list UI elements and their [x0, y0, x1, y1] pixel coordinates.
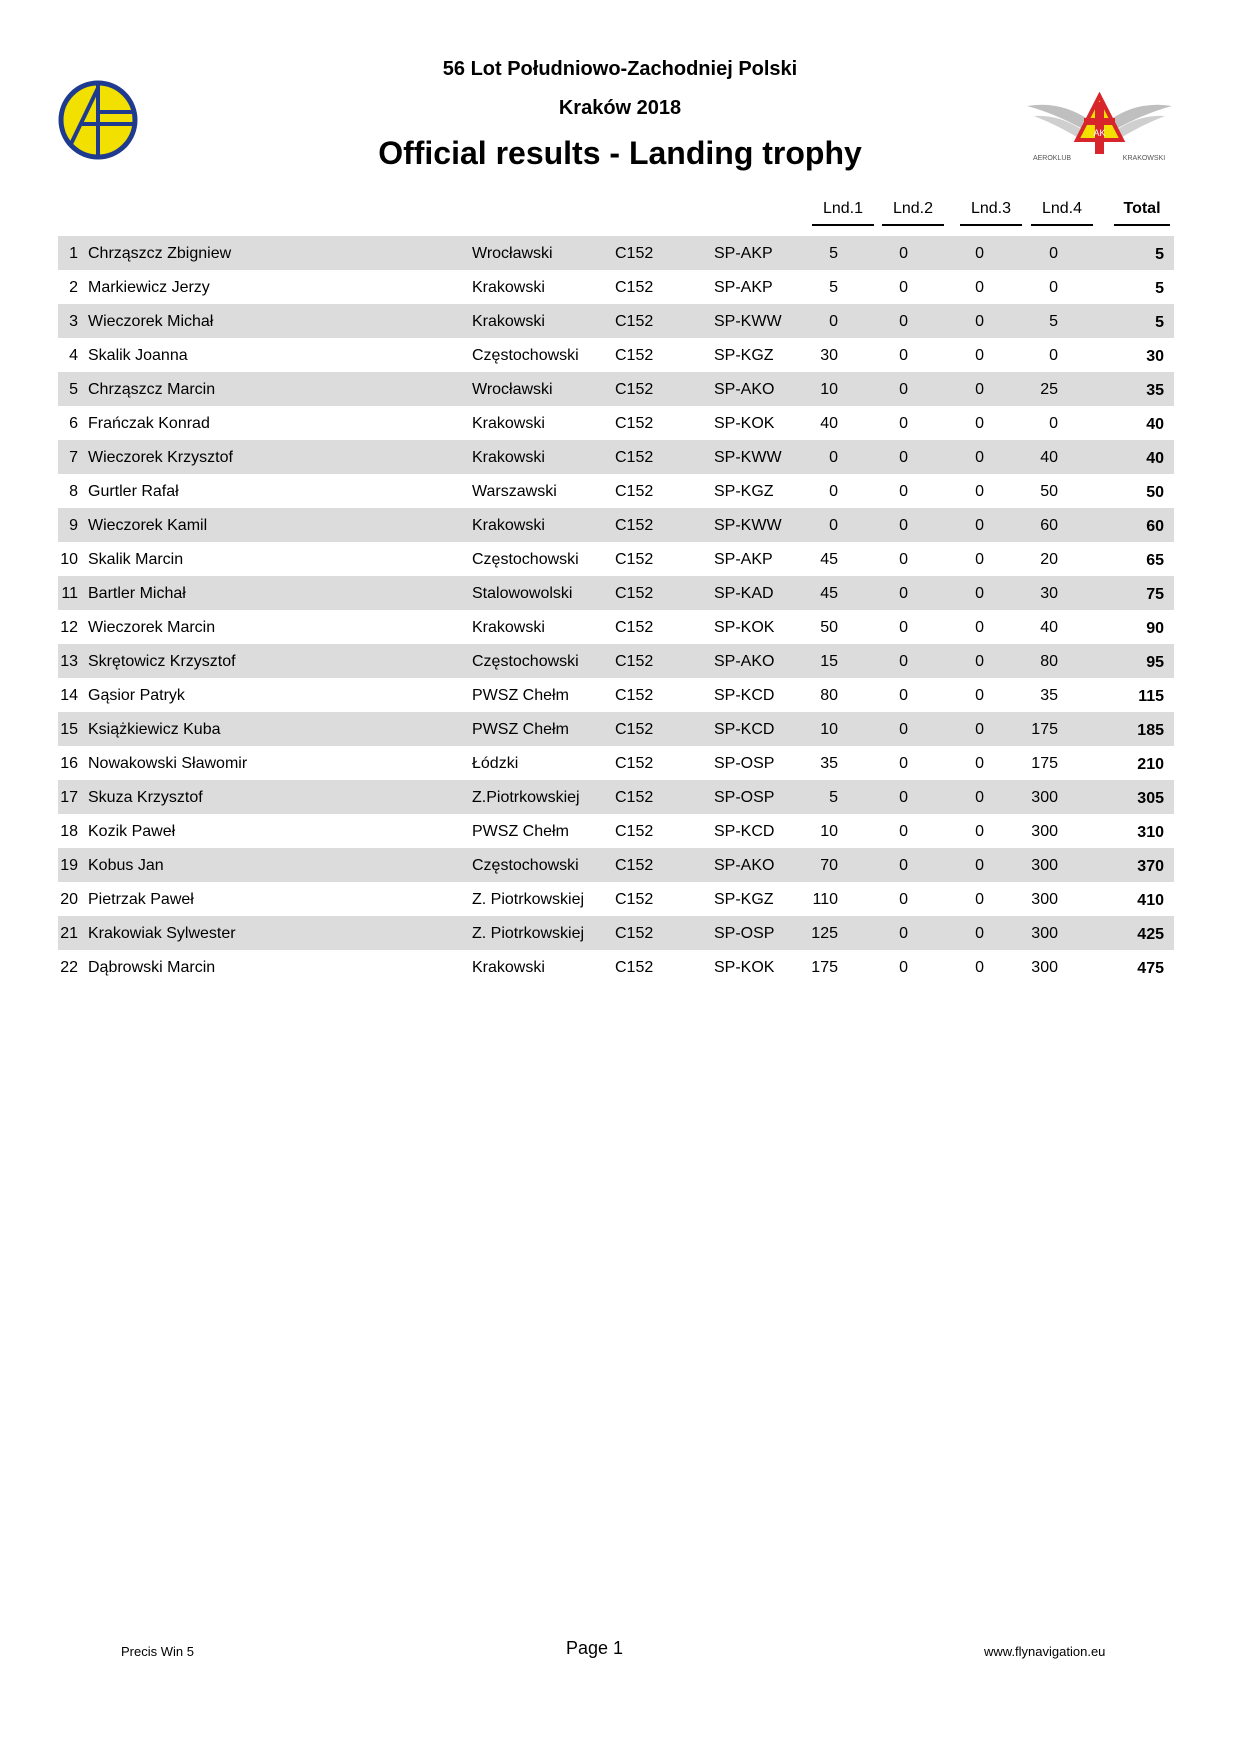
competitor-name: Książkiewicz Kuba	[88, 721, 221, 738]
table-row	[58, 576, 1174, 610]
aircraft-registration: SP-AKO	[714, 857, 775, 874]
rank-cell: 21	[60, 925, 78, 942]
club-name: PWSZ Chełm	[472, 687, 569, 704]
landing-4-score: 35	[1040, 687, 1058, 704]
aircraft-registration: SP-KGZ	[714, 891, 774, 908]
total-score: 310	[1137, 824, 1164, 841]
aircraft-type: C152	[615, 381, 654, 398]
right-logo-text-right: KRAKOWSKI	[1122, 155, 1166, 162]
table-row	[58, 270, 1174, 304]
landing-1-score: 35	[820, 755, 838, 772]
aircraft-type: C152	[615, 551, 654, 568]
landing-1-score: 40	[820, 415, 838, 432]
landing-2-score: 0	[899, 925, 908, 942]
landing-1-score: 80	[820, 687, 838, 704]
table-row	[58, 440, 1174, 474]
landing-2-score: 0	[899, 313, 908, 330]
landing-4-score: 175	[1031, 755, 1058, 772]
competitor-name: Chrząszcz Zbigniew	[88, 245, 232, 262]
total-score: 60	[1146, 518, 1164, 535]
landing-3-score: 0	[975, 449, 984, 466]
landing-2-score: 0	[899, 959, 908, 976]
competitor-name: Kozik Paweł	[88, 823, 176, 840]
landing-4-score: 0	[1049, 415, 1058, 432]
total-score: 40	[1146, 416, 1164, 433]
landing-1-score: 0	[829, 449, 838, 466]
landing-1-score: 10	[820, 381, 838, 398]
landing-2-score: 0	[899, 823, 908, 840]
landing-2-score: 0	[899, 721, 908, 738]
rank-cell: 10	[60, 551, 78, 568]
rank-cell: 5	[69, 381, 78, 398]
landing-1-score: 0	[829, 517, 838, 534]
club-name: Stalowowolski	[472, 585, 573, 602]
club-name: Z. Piotrkowskiej	[472, 925, 585, 942]
club-name: Krakowski	[472, 449, 545, 466]
landing-2-score: 0	[899, 585, 908, 602]
club-name: Krakowski	[472, 619, 545, 636]
landing-2-score: 0	[899, 415, 908, 432]
footer-website: www.flynavigation.eu	[984, 1644, 1106, 1659]
landing-1-score: 175	[811, 959, 838, 976]
aircraft-registration: SP-KOK	[714, 415, 775, 432]
landing-2-score: 0	[899, 347, 908, 364]
aircraft-type: C152	[615, 789, 654, 806]
landing-2-score: 0	[899, 483, 908, 500]
landing-4-score: 300	[1031, 823, 1058, 840]
aircraft-registration: SP-KGZ	[714, 483, 774, 500]
table-row	[58, 712, 1174, 746]
table-row	[58, 814, 1174, 848]
total-score: 305	[1137, 790, 1164, 807]
landing-1-score: 45	[820, 551, 838, 568]
aircraft-type: C152	[615, 891, 654, 908]
landing-4-score: 40	[1040, 449, 1058, 466]
competitor-name: Wieczorek Krzysztof	[88, 449, 233, 466]
landing-3-score: 0	[975, 891, 984, 908]
competitor-name: Wieczorek Marcin	[88, 619, 216, 636]
club-name: Częstochowski	[472, 857, 579, 874]
rank-cell: 14	[60, 687, 78, 704]
aircraft-registration: SP-KWW	[714, 517, 782, 534]
rank-cell: 6	[69, 415, 78, 432]
competitor-name: Skalik Joanna	[88, 347, 188, 364]
landing-1-score: 45	[820, 585, 838, 602]
landing-4-score: 300	[1031, 789, 1058, 806]
rank-cell: 8	[69, 483, 78, 500]
rank-cell: 17	[60, 789, 78, 806]
rank-cell: 19	[60, 857, 78, 874]
aircraft-type: C152	[615, 585, 654, 602]
landing-2-score: 0	[899, 653, 908, 670]
column-header-total: Total	[1114, 200, 1170, 226]
rank-cell: 4	[69, 347, 78, 364]
landing-3-score: 0	[975, 381, 984, 398]
landing-1-score: 5	[829, 789, 838, 806]
aircraft-type: C152	[615, 653, 654, 670]
landing-4-score: 25	[1040, 381, 1058, 398]
rank-cell: 1	[69, 245, 78, 262]
column-header-lnd1: Lnd.1	[812, 200, 874, 226]
aircraft-type: C152	[615, 347, 654, 364]
aircraft-registration: SP-AKP	[714, 279, 773, 296]
competitor-name: Wieczorek Kamil	[88, 517, 208, 534]
aircraft-registration: SP-KCD	[714, 687, 775, 704]
total-score: 5	[1155, 280, 1164, 297]
event-name: 56 Lot Południowo-Zachodniej Polski	[442, 58, 798, 80]
aircraft-registration: SP-OSP	[714, 925, 775, 942]
table-row	[58, 474, 1174, 508]
landing-4-score: 300	[1031, 857, 1058, 874]
competitor-name: Frańczak Konrad	[88, 415, 210, 432]
right-logo-letters: AK	[1093, 128, 1106, 138]
landing-4-score: 300	[1031, 891, 1058, 908]
landing-1-score: 5	[829, 245, 838, 262]
landing-4-score: 50	[1040, 483, 1058, 500]
total-score: 50	[1146, 484, 1164, 501]
landing-3-score: 0	[975, 279, 984, 296]
rank-cell: 15	[60, 721, 78, 738]
aircraft-type: C152	[615, 313, 654, 330]
aircraft-type: C152	[615, 483, 654, 500]
aircraft-type: C152	[615, 619, 654, 636]
total-score: 115	[1138, 688, 1164, 705]
footer-software: Precis Win 5	[121, 1644, 194, 1659]
column-header-lnd2: Lnd.2	[882, 200, 944, 226]
landing-4-score: 80	[1040, 653, 1058, 670]
column-header-lnd4: Lnd.4	[1031, 200, 1093, 226]
total-score: 5	[1155, 314, 1164, 331]
total-score: 75	[1146, 586, 1164, 603]
club-name: PWSZ Chełm	[472, 721, 569, 738]
competitor-name: Pietrzak Paweł	[88, 891, 194, 908]
aircraft-type: C152	[615, 721, 654, 738]
rank-cell: 13	[60, 653, 78, 670]
club-name: Wrocławski	[472, 245, 553, 262]
total-score: 65	[1146, 552, 1164, 569]
aircraft-type: C152	[615, 245, 654, 262]
landing-2-score: 0	[899, 755, 908, 772]
landing-2-score: 0	[899, 449, 908, 466]
table-row	[58, 542, 1174, 576]
landing-3-score: 0	[975, 925, 984, 942]
table-row	[58, 746, 1174, 780]
total-score: 5	[1155, 246, 1164, 263]
landing-1-score: 15	[820, 653, 838, 670]
landing-2-score: 0	[899, 687, 908, 704]
landing-3-score: 0	[975, 789, 984, 806]
landing-3-score: 0	[975, 585, 984, 602]
landing-3-score: 0	[975, 721, 984, 738]
rank-cell: 3	[69, 313, 78, 330]
total-score: 90	[1146, 620, 1164, 637]
landing-2-score: 0	[899, 517, 908, 534]
landing-2-score: 0	[899, 381, 908, 398]
club-name: Krakowski	[472, 279, 545, 296]
table-row	[58, 916, 1174, 950]
landing-2-score: 0	[899, 857, 908, 874]
aircraft-type: C152	[615, 449, 654, 466]
competitor-name: Markiewicz Jerzy	[88, 279, 210, 296]
rank-cell: 16	[60, 755, 78, 772]
competitor-name: Kobus Jan	[88, 857, 164, 874]
column-headers	[0, 200, 1240, 230]
total-score: 40	[1146, 450, 1164, 467]
page-title: Official results - Landing trophy	[378, 135, 862, 171]
landing-4-score: 300	[1031, 925, 1058, 942]
landing-4-score: 0	[1049, 245, 1058, 262]
club-name: Wrocławski	[472, 381, 553, 398]
landing-1-score: 0	[829, 483, 838, 500]
aircraft-registration: SP-KOK	[714, 959, 775, 976]
landing-2-score: 0	[899, 551, 908, 568]
landing-3-score: 0	[975, 551, 984, 568]
aircraft-type: C152	[615, 755, 654, 772]
landing-1-score: 10	[820, 823, 838, 840]
event-place: Kraków 2018	[558, 97, 682, 119]
competitor-name: Chrząszcz Marcin	[88, 381, 216, 398]
table-row	[58, 508, 1174, 542]
rank-cell: 20	[60, 891, 78, 908]
right-logo-text-left: AEROKLUB	[1032, 155, 1072, 162]
landing-3-score: 0	[975, 415, 984, 432]
competitor-name: Skrętowicz Krzysztof	[88, 653, 236, 670]
competitor-name: Skuza Krzysztof	[88, 789, 203, 806]
landing-4-score: 30	[1040, 585, 1058, 602]
club-name: Częstochowski	[472, 653, 579, 670]
total-score: 35	[1146, 382, 1164, 399]
landing-2-score: 0	[899, 619, 908, 636]
table-row	[58, 304, 1174, 338]
landing-2-score: 0	[899, 245, 908, 262]
table-row	[58, 848, 1174, 882]
total-score: 370	[1137, 858, 1164, 875]
aircraft-registration: SP-KCD	[714, 721, 775, 738]
club-name: Z. Piotrkowskiej	[472, 891, 585, 908]
aircraft-registration: SP-OSP	[714, 755, 775, 772]
results-table	[58, 236, 1174, 984]
landing-1-score: 110	[812, 891, 838, 908]
aircraft-registration: SP-AKP	[714, 551, 773, 568]
competitor-name: Krakowiak Sylwester	[88, 925, 236, 942]
aircraft-registration: SP-KCD	[714, 823, 775, 840]
competitor-name: Dąbrowski Marcin	[88, 959, 216, 976]
landing-3-score: 0	[975, 823, 984, 840]
landing-4-score: 175	[1031, 721, 1058, 738]
landing-4-score: 0	[1049, 279, 1058, 296]
landing-4-score: 5	[1049, 313, 1058, 330]
rank-cell: 11	[61, 585, 78, 602]
aircraft-type: C152	[615, 959, 654, 976]
landing-4-score: 20	[1040, 551, 1058, 568]
landing-4-score: 0	[1049, 347, 1058, 364]
landing-1-score: 5	[829, 279, 838, 296]
aircraft-type: C152	[615, 415, 654, 432]
aircraft-registration: SP-KAD	[714, 585, 774, 602]
total-score: 425	[1137, 926, 1164, 943]
aircraft-registration: SP-OSP	[714, 789, 775, 806]
competitor-name: Bartler Michał	[88, 585, 186, 602]
table-row	[58, 678, 1174, 712]
club-name: Częstochowski	[472, 551, 579, 568]
competitor-name: Gurtler Rafał	[88, 483, 179, 500]
table-row	[58, 236, 1174, 270]
table-row	[58, 406, 1174, 440]
club-name: Krakowski	[472, 313, 545, 330]
club-name: Łódzki	[472, 755, 519, 772]
table-row	[58, 644, 1174, 678]
aircraft-registration: SP-AKP	[714, 245, 773, 262]
landing-2-score: 0	[899, 789, 908, 806]
aircraft-registration: SP-KWW	[714, 313, 782, 330]
club-name: PWSZ Chełm	[472, 823, 569, 840]
table-row	[58, 780, 1174, 814]
total-score: 185	[1137, 722, 1164, 739]
landing-4-score: 300	[1031, 959, 1058, 976]
landing-3-score: 0	[975, 653, 984, 670]
landing-1-score: 70	[820, 857, 838, 874]
aircraft-registration: SP-KOK	[714, 619, 775, 636]
landing-4-score: 40	[1040, 619, 1058, 636]
table-row	[58, 610, 1174, 644]
competitor-name: Gąsior Patryk	[88, 687, 185, 704]
aircraft-registration: SP-AKO	[714, 381, 775, 398]
total-score: 95	[1146, 654, 1164, 671]
competitor-name: Wieczorek Michał	[88, 313, 214, 330]
table-row	[58, 338, 1174, 372]
aircraft-type: C152	[615, 857, 654, 874]
table-row	[58, 950, 1174, 984]
club-name: Częstochowski	[472, 347, 579, 364]
competitor-name: Skalik Marcin	[88, 551, 184, 568]
total-score: 475	[1137, 960, 1164, 977]
club-name: Krakowski	[472, 959, 545, 976]
aircraft-type: C152	[615, 823, 654, 840]
rank-cell: 2	[69, 279, 78, 296]
landing-3-score: 0	[975, 755, 984, 772]
landing-4-score: 60	[1040, 517, 1058, 534]
total-score: 410	[1137, 892, 1164, 909]
aircraft-type: C152	[615, 279, 654, 296]
club-name: Krakowski	[472, 415, 545, 432]
table-row	[58, 882, 1174, 916]
total-score: 210	[1137, 756, 1164, 773]
club-name: Z.Piotrkowskiej	[472, 789, 580, 806]
landing-2-score: 0	[899, 891, 908, 908]
landing-3-score: 0	[975, 857, 984, 874]
aircraft-registration: SP-AKO	[714, 653, 775, 670]
landing-1-score: 50	[820, 619, 838, 636]
landing-3-score: 0	[975, 313, 984, 330]
aircraft-registration: SP-KGZ	[714, 347, 774, 364]
club-name: Warszawski	[472, 483, 557, 500]
landing-1-score: 0	[829, 313, 838, 330]
aircraft-registration: SP-KWW	[714, 449, 782, 466]
column-header-lnd3: Lnd.3	[960, 200, 1022, 226]
rank-cell: 18	[60, 823, 78, 840]
club-name: Krakowski	[472, 517, 545, 534]
rank-cell: 9	[69, 517, 78, 534]
competitor-name: Nowakowski Sławomir	[88, 755, 248, 772]
landing-1-score: 30	[820, 347, 838, 364]
landing-3-score: 0	[975, 517, 984, 534]
rank-cell: 22	[60, 959, 78, 976]
landing-3-score: 0	[975, 619, 984, 636]
landing-1-score: 10	[820, 721, 838, 738]
landing-3-score: 0	[975, 959, 984, 976]
aircraft-type: C152	[615, 517, 654, 534]
landing-3-score: 0	[975, 687, 984, 704]
landing-3-score: 0	[975, 483, 984, 500]
rank-cell: 7	[69, 449, 78, 466]
landing-3-score: 0	[975, 245, 984, 262]
rank-cell: 12	[60, 619, 78, 636]
aircraft-type: C152	[615, 925, 654, 942]
landing-3-score: 0	[975, 347, 984, 364]
aircraft-type: C152	[615, 687, 654, 704]
landing-2-score: 0	[899, 279, 908, 296]
page-number: Page 1	[566, 1638, 624, 1658]
landing-1-score: 125	[811, 925, 838, 942]
total-score: 30	[1146, 348, 1164, 365]
table-row	[58, 372, 1174, 406]
